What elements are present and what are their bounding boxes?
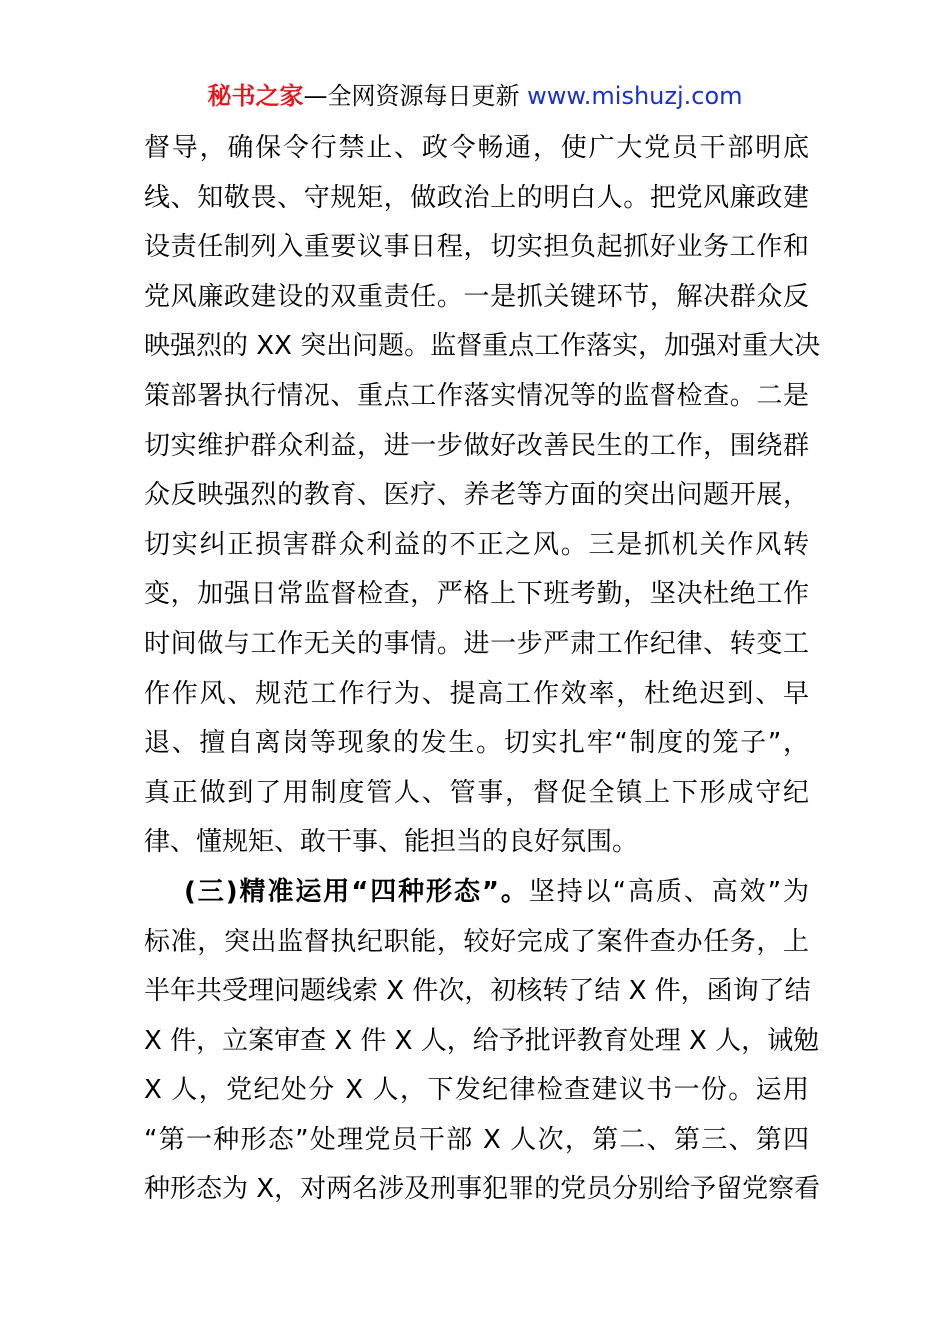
- text-line: 党风廉政建设的双重责任。一是抓关键环节，解决群众反: [144, 281, 809, 312]
- text-line: 线、知敬畏、守规矩，做政治上的明白人。把党风廉政建: [144, 182, 809, 213]
- text-line: 设责任制列入重要议事日程，切实担负起抓好业务工作和: [144, 232, 809, 263]
- text-line: 策部署执行情况、重点工作落实情况等的监督检查。二是: [144, 380, 809, 411]
- text-line: “第一种形态”处理党员干部 X 人次，第二、第三、第四: [144, 1124, 809, 1155]
- text-line: 律、懂规矩、敢干事、能担当的良好氛围。: [144, 827, 639, 858]
- text-line: 半年共受理问题线索 X 件次，初核转了结 X 件，函询了结: [144, 976, 811, 1007]
- heading-line-text: 坚持以“高质、高效”为: [528, 876, 809, 907]
- text-line: 映强烈的 XX 突出问题。监督重点工作落实，加强对重大决: [144, 331, 821, 362]
- document-body: [144, 124, 821, 1215]
- section-heading: (三)精准运用“四种形态”。: [184, 876, 529, 907]
- text-line: X 件，立案审查 X 件 X 人，给予批评教育处理 X 人，诫勉: [144, 1025, 820, 1056]
- text-line: 时间做与工作无关的事情。进一步严肃工作纪律、转变工: [144, 628, 809, 659]
- text-line: 众反映强烈的教育、医疗、养老等方面的突出问题开展，: [144, 480, 809, 511]
- text-line: 变，加强日常监督检查，严格上下班考勤，坚决杜绝工作: [144, 579, 809, 610]
- text-line: 督导，确保令行禁止、政令畅通，使广大党员干部明底: [144, 133, 809, 163]
- text-line: 退、擅自离岗等现象的发生。切实扎牢“制度的笼子”，: [144, 728, 809, 759]
- section-heading-line: [144, 868, 809, 918]
- text-line: X 人，党纪处分 X 人，下发纪律检查建议书一份。运用: [144, 1075, 809, 1106]
- text-line: 种形态为 X，对两名涉及刑事犯罪的党员分别给予留党察看: [144, 1174, 821, 1205]
- site-url-link[interactable]: www.mishuzj.com: [527, 82, 743, 110]
- text-line: 切实纠正损害群众利益的不正之风。三是抓机关作风转: [144, 529, 809, 560]
- site-slogan: —全网资源每日更新: [303, 82, 520, 110]
- site-name: 秘书之家: [207, 82, 304, 110]
- text-line: 标准，突出监督执纪职能，较好完成了案件查办任务，上: [144, 926, 809, 957]
- watermark-header: [0, 80, 950, 112]
- text-line: 作作风、规范工作行为、提高工作效率，杜绝迟到、早: [144, 678, 809, 709]
- text-line: 切实维护群众利益，进一步做好改善民生的工作，围绕群: [144, 430, 809, 461]
- text-line: 真正做到了用制度管人、管事，督促全镇上下形成守纪: [144, 777, 809, 808]
